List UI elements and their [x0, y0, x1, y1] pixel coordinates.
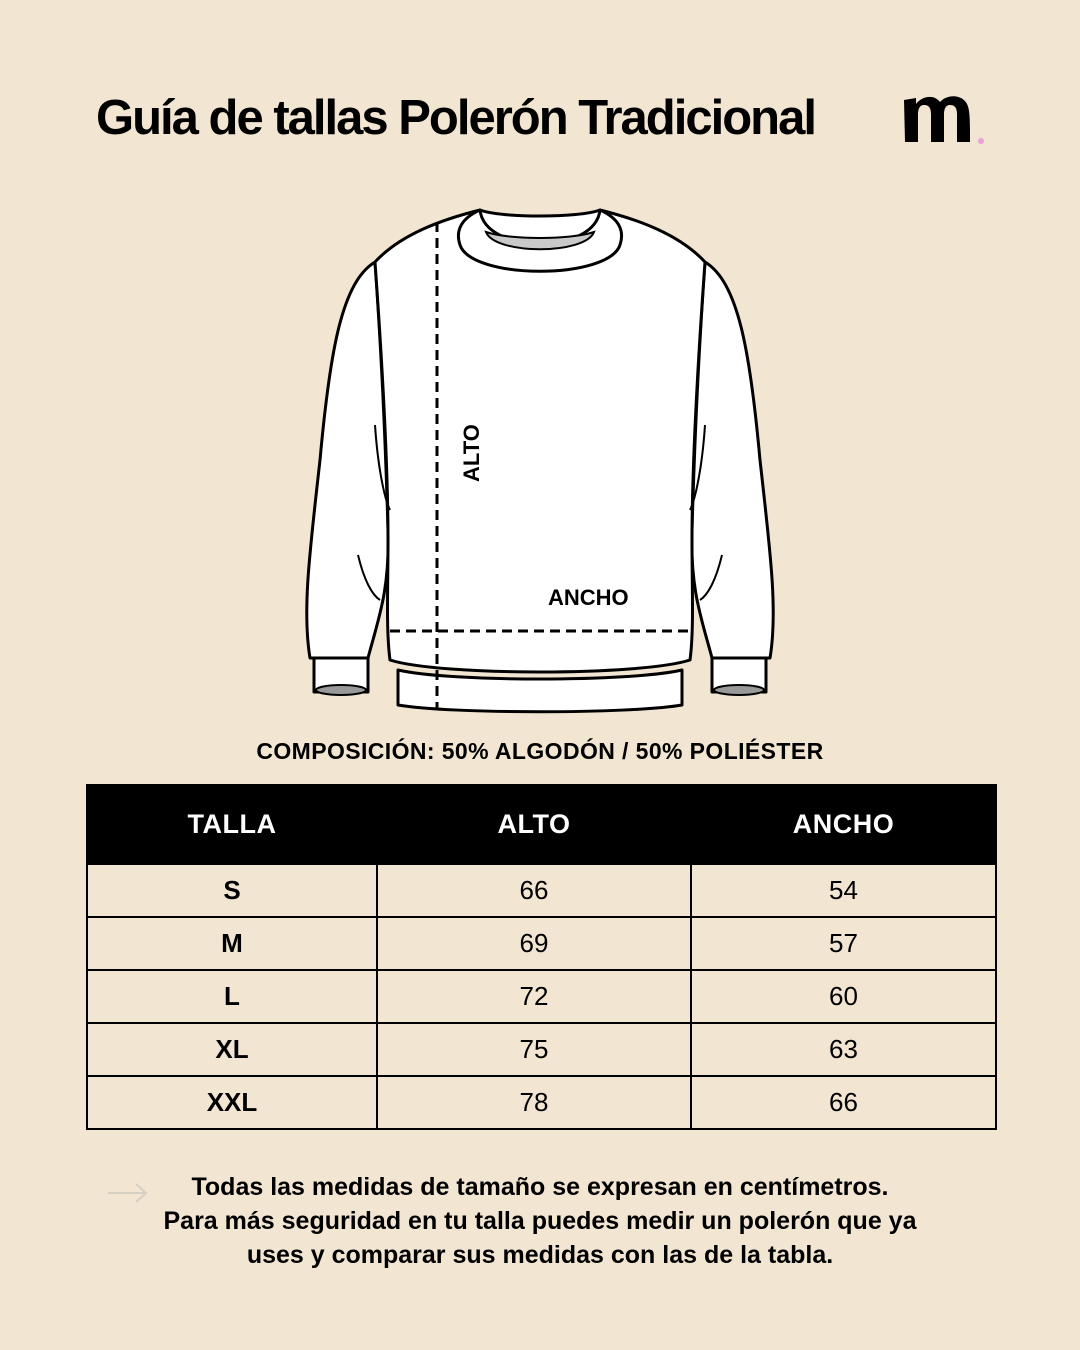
- size-cell: XL: [87, 1023, 377, 1076]
- measurement-note: [0, 1170, 1080, 1272]
- size-table: [86, 784, 997, 1130]
- table-row: [87, 970, 996, 1023]
- brand-m-logo-icon: [900, 90, 990, 150]
- width-label: ANCHO: [548, 585, 629, 610]
- width-cell: 54: [691, 864, 996, 917]
- height-cell: 75: [377, 1023, 691, 1076]
- table-row: [87, 1023, 996, 1076]
- page-title: Guía de tallas Polerón Tradicional: [96, 91, 815, 145]
- height-cell: 66: [377, 864, 691, 917]
- composition-text: COMPOSICIÓN: 50% ALGODÓN / 50% POLIÉSTER: [256, 738, 824, 764]
- width-cell: 57: [691, 917, 996, 970]
- table-header-row: [87, 785, 996, 864]
- width-cell: 63: [691, 1023, 996, 1076]
- height-cell: 69: [377, 917, 691, 970]
- note-line: Para más seguridad en tu talla puedes medir un polerón que ya: [163, 1207, 917, 1235]
- column-header-size: TALLA: [87, 785, 377, 864]
- size-cell: S: [87, 864, 377, 917]
- column-header-width: ANCHO: [691, 785, 996, 864]
- sweatshirt-diagram: [290, 200, 790, 720]
- note-line: uses y comparar sus medidas con las de la tabla.: [246, 1241, 834, 1269]
- table-row: [87, 1076, 996, 1129]
- table-row: [87, 917, 996, 970]
- column-header-height: ALTO: [377, 785, 691, 864]
- sweatshirt-outline-icon: [307, 210, 774, 712]
- size-cell: L: [87, 970, 377, 1023]
- width-cell: 60: [691, 970, 996, 1023]
- size-cell: XXL: [87, 1076, 377, 1129]
- height-label: ALTO: [459, 424, 484, 482]
- note-line: Todas las medidas de tamaño se expresan en centímetros.: [191, 1173, 889, 1201]
- size-cell: M: [87, 917, 377, 970]
- table-row: [87, 864, 996, 917]
- width-cell: 66: [691, 1076, 996, 1129]
- height-cell: 78: [377, 1076, 691, 1129]
- height-cell: 72: [377, 970, 691, 1023]
